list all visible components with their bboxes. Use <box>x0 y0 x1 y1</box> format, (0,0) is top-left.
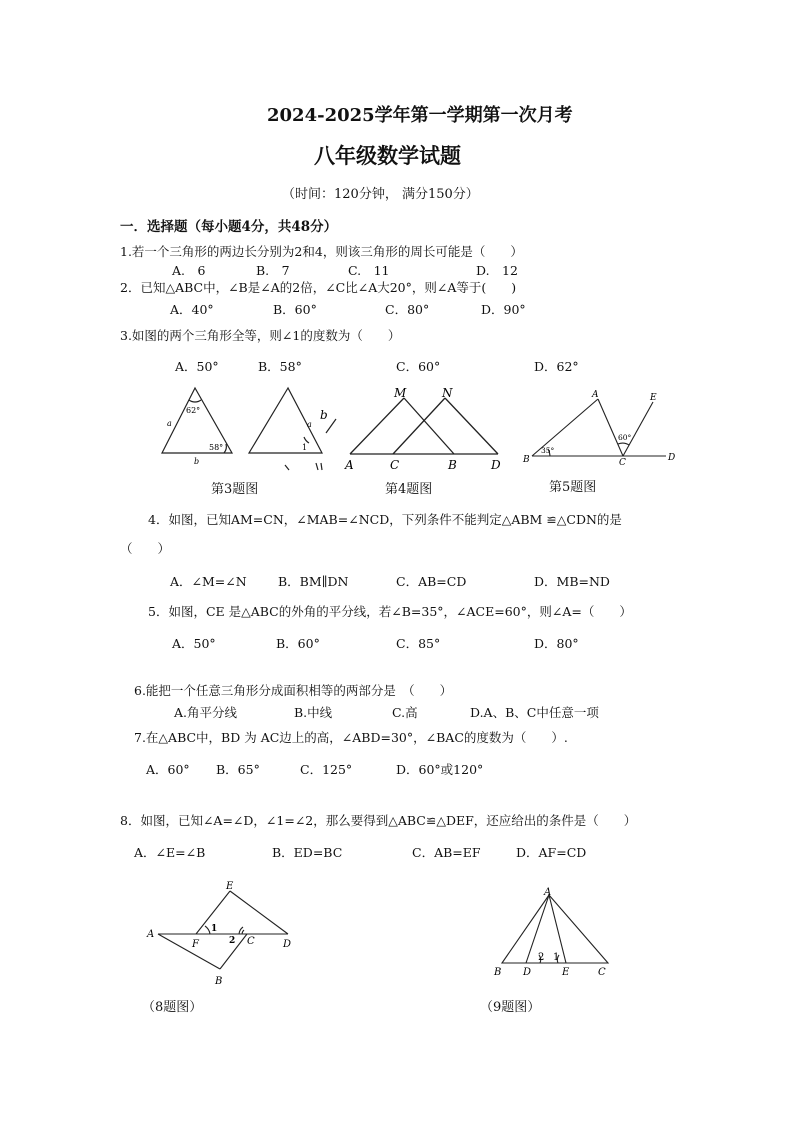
figure-4 <box>340 383 510 473</box>
q7-option-c: C．125° <box>300 762 353 777</box>
q2-option-c: C．80° <box>385 302 430 317</box>
fig9-label-e: E <box>562 967 570 978</box>
fig8-label-b: B <box>215 976 223 987</box>
figure-9 <box>488 883 618 983</box>
q1-stem: 1.若一个三角形的两边长分别为2和4，则该三角形的周长可能是（ ） <box>120 244 523 259</box>
q3-stem: 3.如图的两个三角形全等，则∠1的度数为（ ） <box>120 328 401 343</box>
fig4-label-b: B <box>448 458 457 472</box>
fig9-label-c: C <box>598 967 606 978</box>
fig9-angle-1: 1 <box>553 952 560 963</box>
q7-option-a: A．60° <box>146 762 190 777</box>
fig9-label-a: A <box>544 887 552 898</box>
q2-option-d: D．90° <box>481 302 526 317</box>
q5-option-d: D．80° <box>534 636 579 651</box>
figure-3 <box>150 383 340 473</box>
q1-option-d: D. 12 <box>476 263 518 278</box>
figure-5 <box>520 385 685 470</box>
q4-stem: 4．如图，已知AM=CN，∠MAB=∠NCD，下列条件不能判定△ABM ≌△CDN的是 <box>148 512 622 527</box>
fig9-angle-2: 2 <box>538 952 545 963</box>
fig5-angle-60: 60° <box>618 433 632 442</box>
fig8-label-c: C <box>247 936 255 947</box>
q7-stem: 7.在△ABC中，BD 为 AC边上的高，∠ABD=30°，∠BAC的度数为（ ）. <box>134 730 568 745</box>
figure-8 <box>140 875 310 990</box>
q4-stem-cont: （ ） <box>120 541 171 556</box>
fig8-angle-2: 2 <box>229 936 236 946</box>
q6-option-d: D.A、B、C中任意一项 <box>470 705 599 720</box>
q6-option-a: A.角平分线 <box>174 705 238 720</box>
fig3-side-a: a <box>167 419 172 428</box>
q8-option-a: A．∠E=∠B <box>134 845 206 860</box>
fig3-angle-58: 58° <box>209 443 224 452</box>
q2-option-a: A．40° <box>170 302 214 317</box>
fig3-side-b: b <box>194 457 200 466</box>
fig5-label-a: A <box>592 390 599 400</box>
q6-stem: 6.能把一个任意三角形分成面积相等的两部分是 （ ） <box>134 683 453 698</box>
q2-stem: 2．已知△ABC中，∠B是∠A的2倍，∠C比∠A大20°，则∠A等于( ) <box>120 280 517 295</box>
fig4-label-c: C <box>390 458 400 472</box>
fig8-label-d: D <box>283 939 292 950</box>
fig4-label-d: D <box>491 458 501 472</box>
fig4-caption: 第4题图 <box>385 482 433 497</box>
q3-option-a: A．50° <box>175 359 219 374</box>
fig8-angle-1: 1 <box>211 924 218 934</box>
fig4-label-n: N <box>442 386 453 400</box>
q8-option-d: D．AF=CD <box>516 845 587 860</box>
fig4-label-a: A <box>345 458 354 472</box>
fig5-label-c: C <box>619 458 626 468</box>
fig5-label-b: B <box>523 455 530 465</box>
q4-option-b: B．BM∥DN <box>278 574 349 589</box>
fig8-caption: （8题图） <box>142 1000 203 1015</box>
q4-option-d: D．MB=ND <box>534 574 610 589</box>
q8-option-c: C．AB=EF <box>412 845 481 860</box>
q1-option-c: C. 11 <box>348 263 390 278</box>
fig3-caption: 第3题图 <box>211 482 259 497</box>
q1-option-a: A. 6 <box>172 263 206 278</box>
q3-option-b: B．58° <box>258 359 302 374</box>
q7-option-d: D．60°或120° <box>396 762 484 777</box>
q8-stem: 8．如图，已知∠A=∠D，∠1=∠2，那么要得到△ABC≌△DEF，还应给出的条件是（ ） <box>120 813 637 828</box>
q6-option-c: C.高 <box>392 705 418 720</box>
exam-info: （时间：120分钟， 满分150分） <box>282 187 479 202</box>
q5-stem: 5．如图，CE 是△ABC的外角的平分线，若∠B=35°，∠ACE=60°，则∠A=（ ） <box>148 604 632 619</box>
fig3-side-a2: a <box>307 420 312 429</box>
fig5-angle-35: 35° <box>541 446 555 455</box>
fig5-label-d: D <box>668 453 676 463</box>
fig3-angle-1: 1 <box>302 443 308 452</box>
fig3-side-b2: b <box>320 408 328 422</box>
fig9-label-b: B <box>494 967 502 978</box>
exam-subtitle: 八年级数学试题 <box>314 143 461 168</box>
fig9-caption: （9题图） <box>480 1000 541 1015</box>
fig5-caption: 第5题图 <box>549 480 597 495</box>
q4-option-a: A．∠M=∠N <box>170 574 247 589</box>
fig8-label-e: E <box>226 881 234 892</box>
fig9-label-d: D <box>523 967 532 978</box>
q6-option-b: B.中线 <box>294 705 333 720</box>
exam-title: 2024-2025学年第一学期第一次月考 <box>267 105 573 126</box>
q8-option-b: B．ED=BC <box>272 845 343 860</box>
q2-option-b: B．60° <box>273 302 317 317</box>
fig8-label-f: F <box>192 939 199 950</box>
q5-option-c: C．85° <box>396 636 441 651</box>
section-heading: 一．选择题（每小题4分，共48分） <box>120 219 338 235</box>
fig3-angle-62: 62° <box>186 406 201 415</box>
fig8-label-a: A <box>147 929 155 940</box>
fig4-label-m: M <box>394 386 407 400</box>
fig5-label-e: E <box>650 393 657 403</box>
q3-option-c: C．60° <box>396 359 441 374</box>
q4-option-c: C．AB=CD <box>396 574 467 589</box>
q7-option-b: B．65° <box>216 762 260 777</box>
q3-option-d: D．62° <box>534 359 579 374</box>
q5-option-a: A．50° <box>172 636 216 651</box>
q5-option-b: B．60° <box>276 636 320 651</box>
q1-option-b: B. 7 <box>256 263 290 278</box>
